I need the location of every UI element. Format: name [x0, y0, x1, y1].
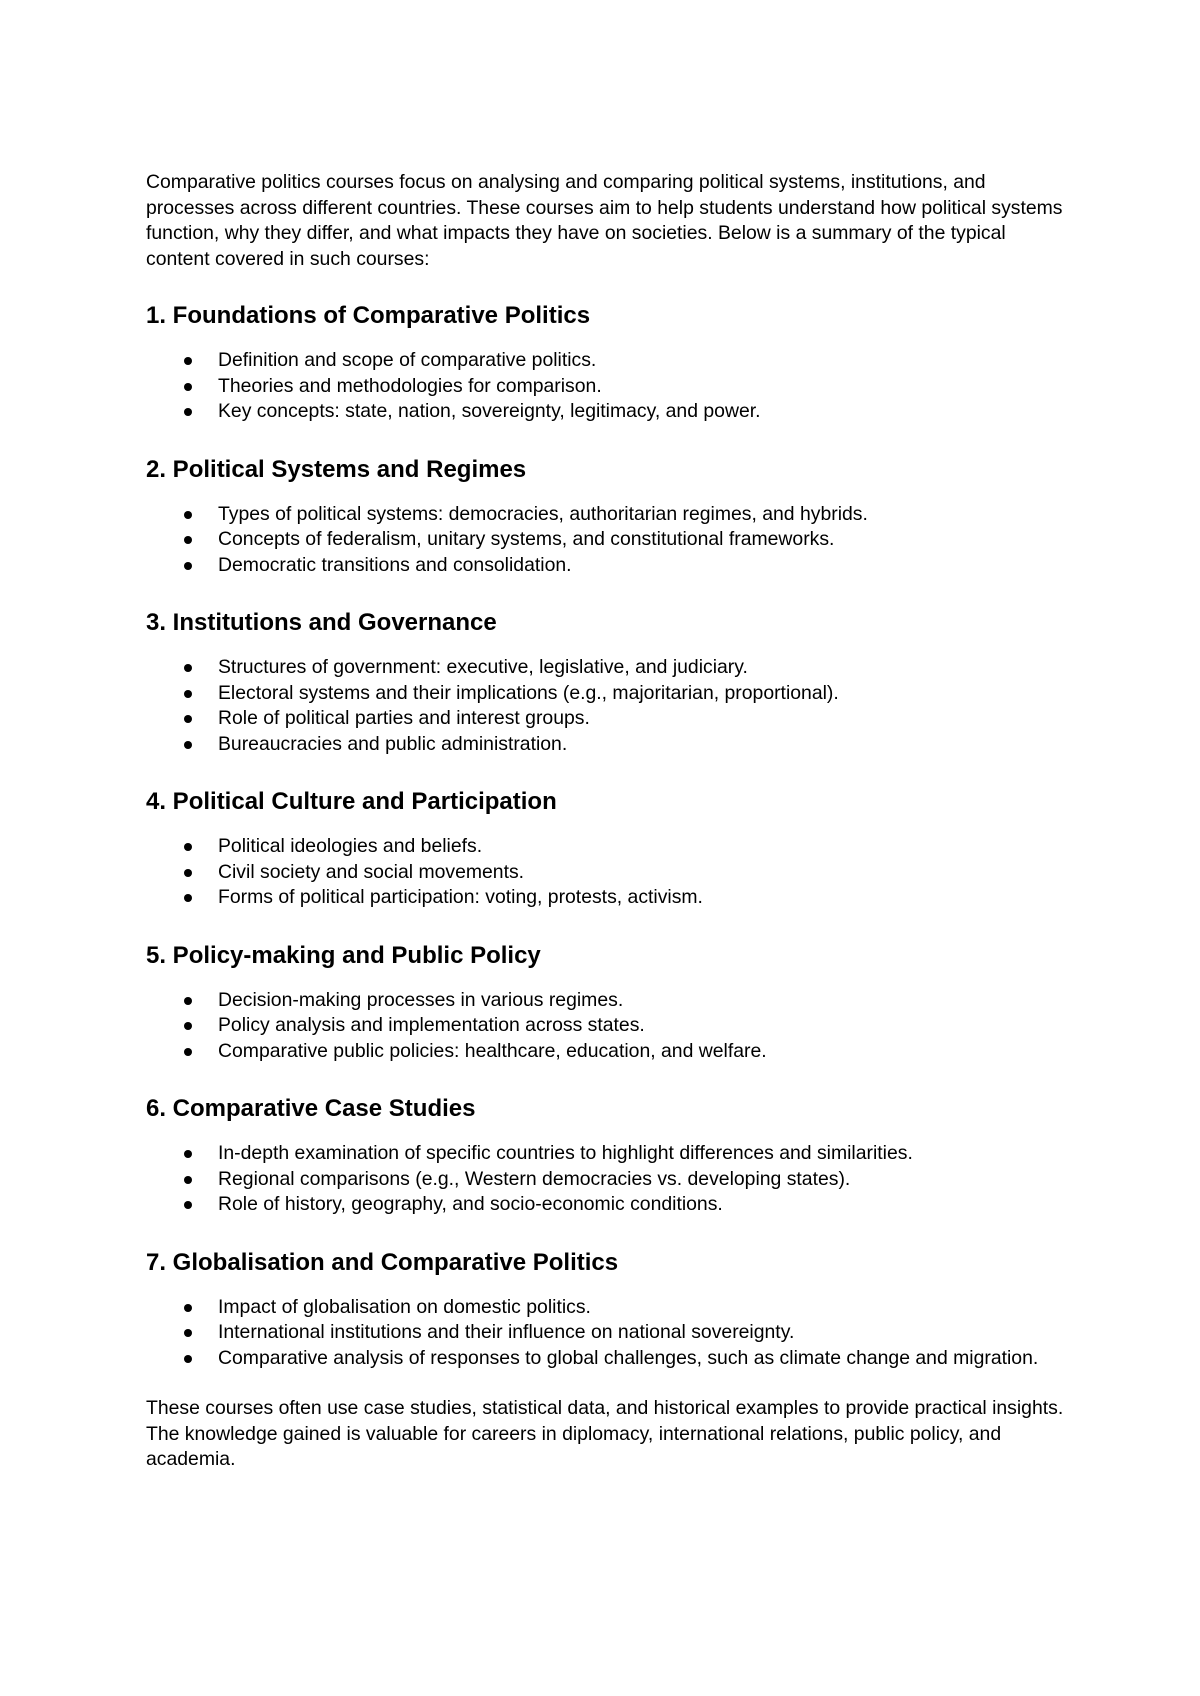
bullet-icon: [184, 894, 192, 902]
list-item-text: Key concepts: state, nation, sovereignty, legitimacy, and power.: [218, 400, 761, 422]
section-heading: 2. Political Systems and Regimes: [146, 455, 527, 483]
list-item-text: Comparative analysis of responses to global challenges, such as climate change and migration.: [218, 1346, 1039, 1369]
bullet-list: [146, 1141, 1066, 1218]
list-item-text: Concepts of federalism, unitary systems, and constitutional frameworks.: [218, 528, 835, 550]
bullet-icon: [184, 1355, 192, 1363]
section-heading: 7. Globalisation and Comparative Politics: [146, 1248, 619, 1276]
bullet-icon: [184, 1329, 192, 1337]
bullet-icon: [184, 1201, 192, 1209]
bullet-list: [146, 348, 1066, 425]
bullet-icon: [184, 511, 192, 519]
bullet-icon: [184, 690, 192, 698]
section-political-culture: [146, 788, 1066, 911]
bullet-icon: [184, 1176, 192, 1184]
list-item: [146, 527, 1066, 553]
list-item-text: International institutions and their influence on national sovereignty.: [218, 1321, 795, 1343]
bullet-icon: [184, 997, 192, 1005]
section-globalisation: [146, 1249, 1066, 1372]
list-item-text: Theories and methodologies for comparison.: [218, 374, 602, 397]
list-item: [146, 553, 1066, 579]
list-item: [146, 1192, 1066, 1218]
list-item-text: Role of history, geography, and socio-economic conditions.: [218, 1193, 723, 1215]
list-item: [146, 1167, 1066, 1193]
section-heading: 3. Institutions and Governance: [146, 609, 497, 636]
bullet-list: [146, 655, 1066, 757]
list-item-text: Decision-making processes in various regimes.: [218, 988, 624, 1011]
list-item-text: Civil society and social movements.: [218, 860, 525, 883]
bullet-list: [146, 834, 1066, 911]
section-heading: 4. Political Culture and Participation: [146, 788, 557, 815]
list-item: [146, 1295, 1066, 1321]
closing-paragraph: These courses often use case studies, statistical data, and historical examples to provide practical insights. The knowledge gained is valuable for careers in diplomacy, international relations, public policy, and academia.: [146, 1397, 1064, 1470]
bullet-icon: [184, 408, 192, 416]
list-item: [146, 1141, 1066, 1167]
list-item: [146, 732, 1066, 758]
list-item-text: Forms of political participation: voting, protests, activism.: [218, 886, 703, 908]
list-item-text: Electoral systems and their implications (e.g., majoritarian, proportional).: [218, 681, 839, 704]
intro-paragraph: Comparative politics courses focus on analysing and comparing political systems, institutions, and processes across different countries. These courses aim to help students understand how political systems function, why they differ, and what impacts they have on societies. Below is a summary of the typical content covered in such courses:: [146, 171, 1063, 270]
list-item: [146, 1039, 1066, 1065]
bullet-icon: [184, 741, 192, 749]
list-item: [146, 348, 1066, 374]
bullet-icon: [184, 536, 192, 544]
section-case-studies: [146, 1095, 1066, 1218]
list-item-text: Democratic transitions and consolidation.: [218, 553, 572, 576]
list-item: [146, 502, 1066, 528]
list-item-text: Regional comparisons (e.g., Western democracies vs. developing states).: [218, 1167, 851, 1190]
section-heading: 5. Policy-making and Public Policy: [146, 941, 541, 969]
bullet-icon: [184, 1150, 192, 1158]
section-heading: 1. Foundations of Comparative Politics: [146, 302, 591, 329]
bullet-list: [146, 502, 1066, 579]
bullet-icon: [184, 664, 192, 672]
section-political-systems: [146, 456, 1066, 579]
list-item: [146, 834, 1066, 860]
list-item-text: Policy analysis and implementation across states.: [218, 1014, 645, 1036]
section-heading: 6. Comparative Case Studies: [146, 1095, 476, 1122]
bullet-icon: [184, 1048, 192, 1056]
list-item-text: Structures of government: executive, legislative, and judiciary.: [218, 656, 748, 678]
list-item: [146, 1346, 1066, 1372]
list-item-text: Definition and scope of comparative politics.: [218, 349, 597, 371]
bullet-icon: [184, 1022, 192, 1030]
section-policy-making: [146, 942, 1066, 1065]
bullet-icon: [184, 562, 192, 570]
list-item: [146, 988, 1066, 1014]
list-item-text: Political ideologies and beliefs.: [218, 835, 483, 857]
list-item-text: Bureaucracies and public administration.: [218, 732, 568, 755]
list-item-text: In-depth examination of specific countries to highlight differences and similarities.: [218, 1142, 913, 1164]
bullet-icon: [184, 869, 192, 877]
list-item: [146, 655, 1066, 681]
list-item-text: Comparative public policies: healthcare, education, and welfare.: [218, 1039, 767, 1062]
list-item: [146, 681, 1066, 707]
list-item-text: Role of political parties and interest groups.: [218, 707, 590, 729]
section-institutions: [146, 609, 1066, 757]
bullet-icon: [184, 1304, 192, 1312]
bullet-icon: [184, 383, 192, 391]
section-foundations: [146, 302, 1066, 425]
bullet-icon: [184, 357, 192, 365]
bullet-icon: [184, 715, 192, 723]
bullet-list: [146, 988, 1066, 1065]
list-item: [146, 1320, 1066, 1346]
list-item: [146, 885, 1066, 911]
list-item-text: Impact of globalisation on domestic politics.: [218, 1295, 591, 1318]
list-item: [146, 374, 1066, 400]
list-item-text: Types of political systems: democracies, authoritarian regimes, and hybrids.: [218, 502, 868, 525]
bullet-list: [146, 1295, 1066, 1372]
document-page: [146, 170, 1066, 1473]
bullet-icon: [184, 843, 192, 851]
list-item: [146, 860, 1066, 886]
list-item: [146, 706, 1066, 732]
list-item: [146, 1013, 1066, 1039]
list-item: [146, 399, 1066, 425]
